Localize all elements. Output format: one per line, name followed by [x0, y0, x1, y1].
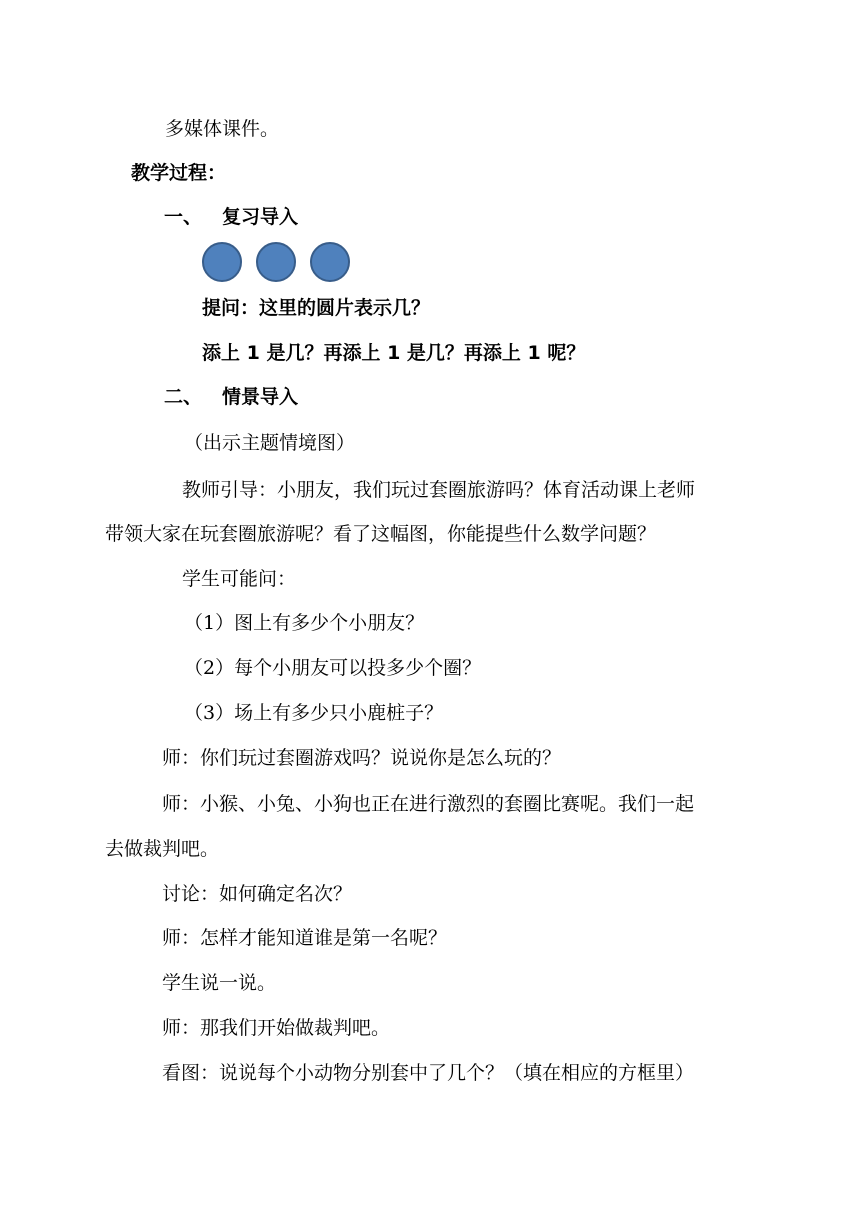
- teacher-guide-line-1: 教师引导：小朋友，我们玩过套圈旅游吗？体育活动课上老师: [182, 479, 696, 501]
- section-heading-scene: [164, 385, 298, 409]
- student-question-2: （2）每个小朋友可以投多少个圈？: [184, 657, 482, 679]
- teacher-line-2a: 师：小猴、小兔、小狗也正在进行激烈的套圈比赛呢。我们一起: [162, 793, 695, 815]
- section-heading-review: [164, 205, 298, 229]
- circle-card: [202, 242, 242, 282]
- process-title: 教学过程：: [131, 162, 227, 184]
- discuss-line: 讨论：如何确定名次？: [162, 883, 353, 905]
- materials-text: 多媒体课件。: [165, 118, 280, 140]
- show-image-note: （出示主题情境图）: [184, 432, 356, 454]
- circle-card: [310, 242, 350, 282]
- review-question-1: 提问：这里的圆片表示几？: [202, 297, 431, 319]
- review-question-2: 添上 1 是几？再添上 1 是几？再添上 1 呢？: [202, 342, 586, 364]
- teacher-line-3: 师：怎样才能知道谁是第一名呢？: [162, 927, 448, 949]
- teacher-guide-line-2: 带领大家在玩套圈旅游呢？看了这幅图，你能提些什么数学问题？: [105, 523, 657, 545]
- circle-cards: [202, 242, 350, 280]
- teacher-line-2b: 去做裁判吧。: [105, 838, 220, 860]
- section-number: 二、: [164, 386, 203, 408]
- section-number: 一、: [164, 206, 203, 228]
- student-say-line: 学生说一说。: [162, 972, 277, 994]
- teacher-line-1: 师：你们玩过套圈游戏吗？说说你是怎么玩的？: [162, 747, 562, 769]
- student-question-3: （3）场上有多少只小鹿桩子？: [184, 702, 444, 724]
- teacher-line-4: 师：那我们开始做裁判吧。: [162, 1017, 391, 1039]
- student-question-1: （1）图上有多少个小朋友？: [184, 612, 425, 634]
- students-may-ask: 学生可能问：: [182, 568, 297, 590]
- circle-card: [256, 242, 296, 282]
- section-title: 情景导入: [222, 386, 299, 408]
- section-title: 复习导入: [222, 206, 299, 228]
- look-picture-line: 看图：说说每个小动物分别套中了几个？（填在相应的方框里）: [162, 1062, 695, 1084]
